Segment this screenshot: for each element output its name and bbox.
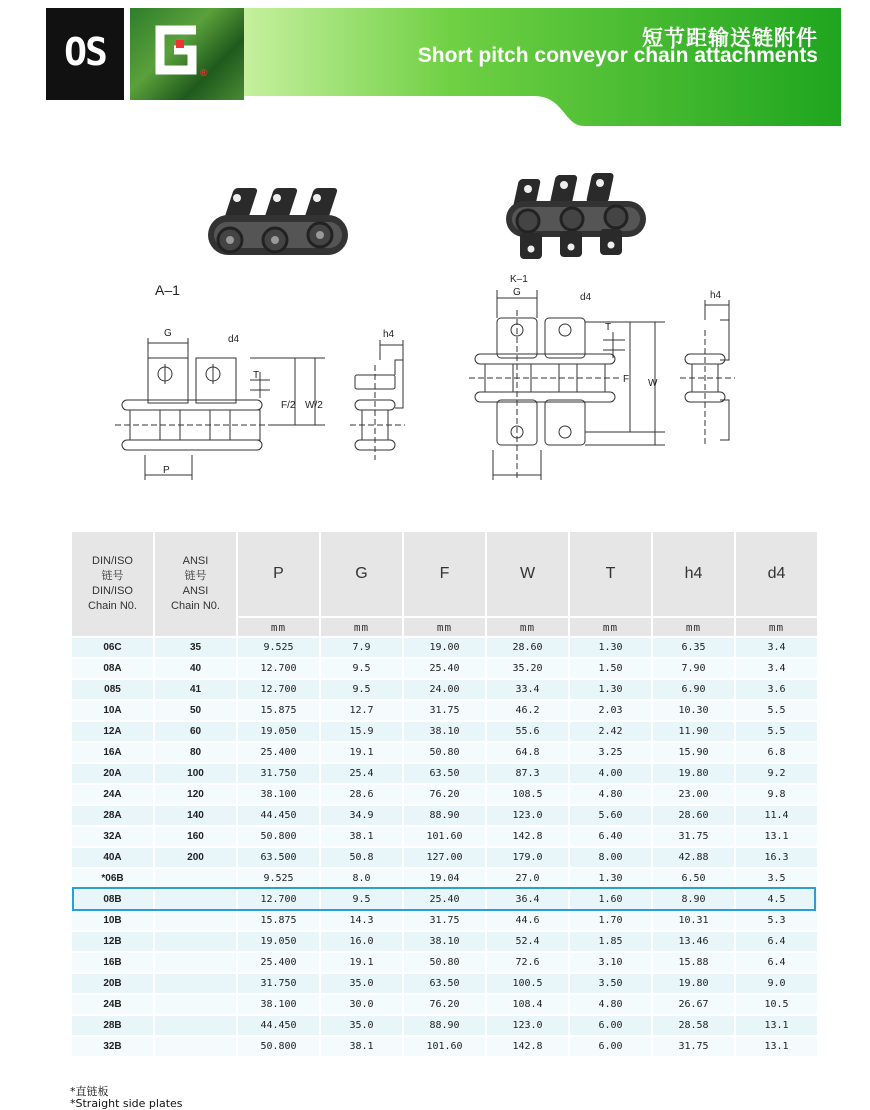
table-cell: 32B — [72, 1037, 153, 1056]
col-header-ansi-line3: ANSI — [182, 585, 209, 597]
table-cell — [155, 1016, 236, 1035]
table-row — [72, 659, 817, 678]
table-cell: 160 — [155, 827, 236, 846]
dim-label-g-left: G — [164, 328, 172, 339]
table-cell: 15.90 — [653, 743, 734, 762]
unit-g: mm — [321, 618, 402, 636]
table-row — [72, 1037, 817, 1056]
table-cell: 8.90 — [653, 890, 734, 909]
brand-g-icon — [146, 20, 202, 80]
table-cell: 88.90 — [404, 1016, 485, 1035]
table-cell: 38.1 — [321, 827, 402, 846]
unit-f: mm — [404, 618, 485, 636]
header-title-cn: 短节距输送链附件 — [642, 26, 818, 50]
table-row — [72, 827, 817, 846]
table-cell: 08A — [72, 659, 153, 678]
table-row — [72, 638, 817, 657]
dim-label-p-left: P — [163, 465, 170, 476]
dim-label-w: W — [648, 378, 658, 389]
table-cell: 27.0 — [487, 869, 568, 888]
table-cell: 38.10 — [404, 722, 485, 741]
table-cell: 16.0 — [321, 932, 402, 951]
table-cell: *06B — [72, 869, 153, 888]
table-cell: 13.1 — [736, 1037, 817, 1056]
table-cell: 12B — [72, 932, 153, 951]
col-header-w: W — [487, 532, 568, 616]
table-cell: 19.1 — [321, 953, 402, 972]
chain-photo-a1 — [200, 170, 360, 280]
table-cell: 3.10 — [570, 953, 651, 972]
chain-spec-table — [70, 530, 819, 1058]
table-cell: 9.5 — [321, 659, 402, 678]
table-row — [72, 1016, 817, 1035]
table-cell: 10A — [72, 701, 153, 720]
col-header-ansi-line2: 链号 — [184, 570, 207, 582]
table-cell: 100 — [155, 764, 236, 783]
table-cell: 101.60 — [404, 1037, 485, 1056]
col-header-ansi-line1: ANSI — [182, 555, 209, 567]
table-cell: 24A — [72, 785, 153, 804]
table-cell: 12.7 — [321, 701, 402, 720]
table-cell: 12.700 — [238, 680, 319, 699]
table-row — [72, 680, 817, 699]
table-cell: 19.1 — [321, 743, 402, 762]
footnote-en: *Straight side plates — [70, 1097, 183, 1110]
table-cell: 35.20 — [487, 659, 568, 678]
drawing-a1 — [100, 320, 420, 495]
table-cell — [155, 1037, 236, 1056]
figure-label-a1: A–1 — [155, 282, 180, 298]
table-cell: 9.8 — [736, 785, 817, 804]
table-cell: 4.80 — [570, 785, 651, 804]
table-cell: 179.0 — [487, 848, 568, 867]
table-cell: 6.35 — [653, 638, 734, 657]
table-cell: 9.525 — [238, 869, 319, 888]
table-cell: 41 — [155, 680, 236, 699]
table-cell: 1.85 — [570, 932, 651, 951]
table-cell: 101.60 — [404, 827, 485, 846]
dim-label-f: F — [623, 374, 630, 385]
table-cell: 10B — [72, 911, 153, 930]
table-cell: 12.700 — [238, 890, 319, 909]
table-cell: 35.0 — [321, 974, 402, 993]
table-cell: 6.8 — [736, 743, 817, 762]
os-logo — [46, 8, 124, 100]
table-cell: 6.00 — [570, 1016, 651, 1035]
table-cell: 25.40 — [404, 659, 485, 678]
table-cell — [155, 869, 236, 888]
table-cell: 16A — [72, 743, 153, 762]
table-cell: 2.03 — [570, 701, 651, 720]
table-row — [72, 932, 817, 951]
table-cell: 40A — [72, 848, 153, 867]
unit-d4: mm — [736, 618, 817, 636]
table-cell: 76.20 — [404, 785, 485, 804]
dim-label-f2: F/2 — [281, 400, 296, 411]
table-cell: 30.0 — [321, 995, 402, 1014]
table-cell: 6.4 — [736, 953, 817, 972]
table-cell: 42.88 — [653, 848, 734, 867]
table-cell: 50.800 — [238, 827, 319, 846]
table-cell: 6.50 — [653, 869, 734, 888]
table-cell: 72.6 — [487, 953, 568, 972]
table-cell: 40 — [155, 659, 236, 678]
table-cell: 28.58 — [653, 1016, 734, 1035]
table-cell: 6.4 — [736, 932, 817, 951]
table-cell: 28A — [72, 806, 153, 825]
table-row — [72, 974, 817, 993]
table-cell: 46.2 — [487, 701, 568, 720]
table-cell: 140 — [155, 806, 236, 825]
table-cell: 3.6 — [736, 680, 817, 699]
table-cell: 1.60 — [570, 890, 651, 909]
table-cell: 15.875 — [238, 911, 319, 930]
table-cell: 28.60 — [653, 806, 734, 825]
table-cell: 26.67 — [653, 995, 734, 1014]
table-cell: 28B — [72, 1016, 153, 1035]
table-cell — [155, 953, 236, 972]
table-row — [72, 848, 817, 867]
table-cell: 31.75 — [653, 827, 734, 846]
table-cell: 38.1 — [321, 1037, 402, 1056]
col-header-din-line3: DIN/ISO — [92, 585, 133, 597]
table-cell: 200 — [155, 848, 236, 867]
table-cell: 31.750 — [238, 974, 319, 993]
table-cell: 1.70 — [570, 911, 651, 930]
table-cell: 3.5 — [736, 869, 817, 888]
table-cell: 31.750 — [238, 764, 319, 783]
table-cell: 7.9 — [321, 638, 402, 657]
table-row — [72, 911, 817, 930]
brand-logo — [130, 8, 244, 100]
table-cell: 19.00 — [404, 638, 485, 657]
table-cell: 44.450 — [238, 1016, 319, 1035]
table-cell: 14.3 — [321, 911, 402, 930]
dim-label-t-right: T — [605, 322, 612, 333]
table-cell: 15.88 — [653, 953, 734, 972]
table-cell: 1.30 — [570, 869, 651, 888]
table-row — [72, 785, 817, 804]
table-cell: 06C — [72, 638, 153, 657]
table-cell: 123.0 — [487, 806, 568, 825]
dim-label-h4-right: h4 — [710, 290, 722, 301]
table-cell: 3.50 — [570, 974, 651, 993]
table-cell: 5.60 — [570, 806, 651, 825]
col-header-din-line4: Chain N0. — [88, 600, 137, 612]
table-cell: 10.30 — [653, 701, 734, 720]
table-body — [72, 638, 817, 1056]
col-header-p: P — [238, 532, 319, 616]
col-header-f: F — [404, 532, 485, 616]
table-cell — [155, 974, 236, 993]
table-cell: 6.40 — [570, 827, 651, 846]
header-title-en: Short pitch conveyor chain attachments — [417, 44, 818, 67]
table-cell: 23.00 — [653, 785, 734, 804]
table-cell — [155, 911, 236, 930]
os-logo-text: OS — [64, 30, 106, 74]
table-cell: 19.80 — [653, 764, 734, 783]
table-cell — [155, 995, 236, 1014]
dim-label-t-left: T — [253, 370, 260, 381]
table-cell: 88.90 — [404, 806, 485, 825]
table-cell: 31.75 — [653, 1037, 734, 1056]
table-cell: 38.100 — [238, 785, 319, 804]
table-cell: 44.450 — [238, 806, 319, 825]
table-cell: 28.6 — [321, 785, 402, 804]
table-cell: 50 — [155, 701, 236, 720]
table-cell: 31.75 — [404, 701, 485, 720]
table-cell: 4.00 — [570, 764, 651, 783]
table-row — [72, 764, 817, 783]
table-cell: 12A — [72, 722, 153, 741]
table-cell: 60 — [155, 722, 236, 741]
col-header-t: T — [570, 532, 651, 616]
table-cell: 085 — [72, 680, 153, 699]
col-header-d4: d4 — [736, 532, 817, 616]
col-header-h4: h4 — [653, 532, 734, 616]
table-cell: 28.60 — [487, 638, 568, 657]
table-cell: 80 — [155, 743, 236, 762]
table-cell: 7.90 — [653, 659, 734, 678]
table-cell: 25.400 — [238, 953, 319, 972]
table-cell: 11.90 — [653, 722, 734, 741]
table-cell: 142.8 — [487, 1037, 568, 1056]
table-cell: 5.5 — [736, 701, 817, 720]
table-cell: 4.5 — [736, 890, 817, 909]
table-cell: 9.0 — [736, 974, 817, 993]
table-cell — [155, 932, 236, 951]
table-cell: 35 — [155, 638, 236, 657]
dim-label-w2: W/2 — [305, 400, 323, 411]
table-row — [72, 722, 817, 741]
table-cell: 52.4 — [487, 932, 568, 951]
unit-h4: mm — [653, 618, 734, 636]
table-cell: 5.3 — [736, 911, 817, 930]
table-cell: 33.4 — [487, 680, 568, 699]
table-cell: 19.04 — [404, 869, 485, 888]
table-cell: 20A — [72, 764, 153, 783]
table-cell: 38.100 — [238, 995, 319, 1014]
table-cell: 50.80 — [404, 743, 485, 762]
table-cell: 31.75 — [404, 911, 485, 930]
table-row — [72, 995, 817, 1014]
table-cell: 32A — [72, 827, 153, 846]
table-cell: 108.5 — [487, 785, 568, 804]
col-header-g: G — [321, 532, 402, 616]
table-cell: 11.4 — [736, 806, 817, 825]
page-header — [0, 0, 870, 130]
table-cell: 25.40 — [404, 890, 485, 909]
table-cell: 64.8 — [487, 743, 568, 762]
footnote-cn: *直链板 — [70, 1085, 109, 1098]
col-header-din-line1: DIN/ISO — [92, 555, 133, 567]
table-cell: 9.5 — [321, 680, 402, 699]
dim-label-h4-left: h4 — [383, 329, 395, 340]
table-cell: 44.6 — [487, 911, 568, 930]
table-cell: 19.80 — [653, 974, 734, 993]
table-cell: 6.90 — [653, 680, 734, 699]
unit-t: mm — [570, 618, 651, 636]
table-cell: 24.00 — [404, 680, 485, 699]
table-cell: 15.875 — [238, 701, 319, 720]
table-cell: 142.8 — [487, 827, 568, 846]
col-header-din-line2: 链号 — [101, 570, 124, 582]
table-cell: 87.3 — [487, 764, 568, 783]
table-cell: 38.10 — [404, 932, 485, 951]
highlighted-row-outline — [72, 887, 816, 911]
table-cell: 13.46 — [653, 932, 734, 951]
figure-label-k1: K–1 — [510, 274, 528, 285]
table-cell: 15.9 — [321, 722, 402, 741]
table-cell: 19.050 — [238, 722, 319, 741]
table-cell: 3.4 — [736, 638, 817, 657]
table-cell: 10.31 — [653, 911, 734, 930]
table-cell: 120 — [155, 785, 236, 804]
table-cell: 4.80 — [570, 995, 651, 1014]
table-cell: 34.9 — [321, 806, 402, 825]
table-cell: 50.800 — [238, 1037, 319, 1056]
table-cell: 24B — [72, 995, 153, 1014]
dim-label-g-right: G — [513, 287, 521, 298]
table-cell: 50.8 — [321, 848, 402, 867]
table-cell: 50.80 — [404, 953, 485, 972]
col-header-ansi-line4: Chain N0. — [171, 600, 220, 612]
col-header-din — [72, 532, 153, 636]
table-cell: 1.30 — [570, 680, 651, 699]
dim-label-d4-left: d4 — [228, 334, 240, 345]
table-cell: 13.1 — [736, 827, 817, 846]
table-cell: 2.42 — [570, 722, 651, 741]
table-cell: 63.500 — [238, 848, 319, 867]
table-cell: 63.50 — [404, 764, 485, 783]
dim-label-d4-right: d4 — [580, 292, 592, 303]
table-cell: 108.4 — [487, 995, 568, 1014]
table-cell: 25.4 — [321, 764, 402, 783]
table-row — [72, 806, 817, 825]
table-cell: 63.50 — [404, 974, 485, 993]
table-cell: 16.3 — [736, 848, 817, 867]
table-cell: 3.4 — [736, 659, 817, 678]
table-cell: 123.0 — [487, 1016, 568, 1035]
table-row — [72, 701, 817, 720]
table-cell: 9.525 — [238, 638, 319, 657]
table-cell: 9.5 — [321, 890, 402, 909]
table-cell: 08B — [72, 890, 153, 909]
table-cell: 16B — [72, 953, 153, 972]
table-row — [72, 743, 817, 762]
table-cell: 36.4 — [487, 890, 568, 909]
unit-p: mm — [238, 618, 319, 636]
table-cell: 5.5 — [736, 722, 817, 741]
table-cell: 35.0 — [321, 1016, 402, 1035]
table-cell: 127.00 — [404, 848, 485, 867]
table-cell: 55.6 — [487, 722, 568, 741]
table-cell: 6.00 — [570, 1037, 651, 1056]
unit-w: mm — [487, 618, 568, 636]
table-row — [72, 869, 817, 888]
col-header-ansi — [155, 532, 236, 636]
table-cell: 3.25 — [570, 743, 651, 762]
table-cell: 12.700 — [238, 659, 319, 678]
table-row — [72, 953, 817, 972]
table-cell: 10.5 — [736, 995, 817, 1014]
table-cell: 1.50 — [570, 659, 651, 678]
chain-photo-k1 — [500, 165, 660, 275]
registered-icon: ® — [200, 68, 208, 79]
table-cell: 20B — [72, 974, 153, 993]
table-cell: 13.1 — [736, 1016, 817, 1035]
table-cell: 19.050 — [238, 932, 319, 951]
table-cell: 25.400 — [238, 743, 319, 762]
table-cell: 1.30 — [570, 638, 651, 657]
table-cell: 9.2 — [736, 764, 817, 783]
table-cell: 8.00 — [570, 848, 651, 867]
table-cell: 100.5 — [487, 974, 568, 993]
table-cell: 76.20 — [404, 995, 485, 1014]
drawing-k1 — [465, 270, 765, 490]
table-cell: 8.0 — [321, 869, 402, 888]
